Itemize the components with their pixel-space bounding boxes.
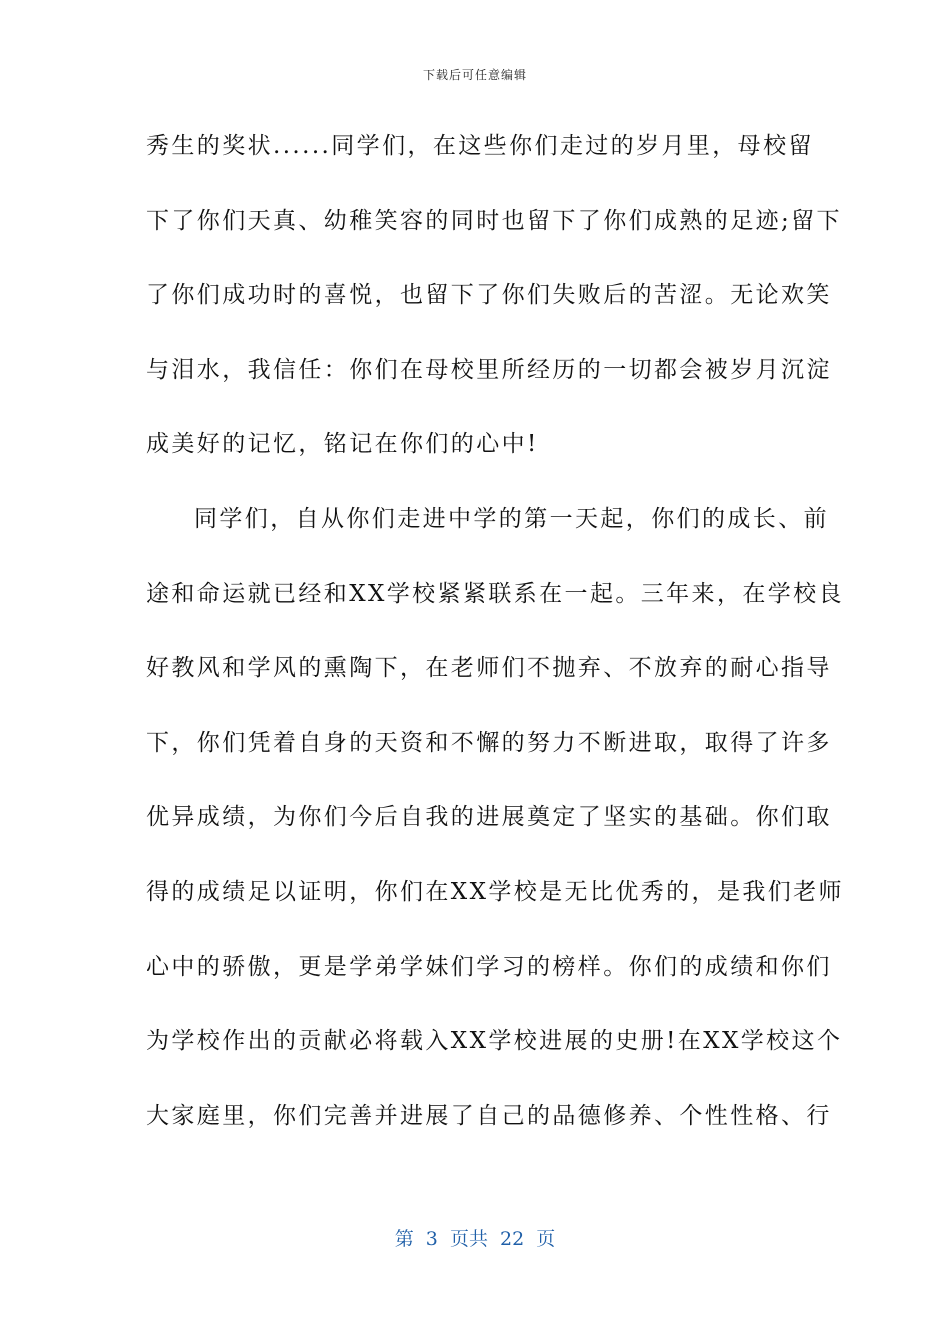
paragraph-start-line: 同学们，自从你们走进中学的第一天起，你们的成长、前 [194,505,829,532]
text-line-5: 成美好的记忆，铭记在你们的心中! [146,431,539,458]
body-text [146,120,844,1164]
text-line-1: 秀生的奖状......同学们，在这些你们走过的岁月里，母校留 [146,133,814,159]
page-header: 下载后可任意编辑 [422,68,527,82]
text-line-3: 了你们成功时的喜悦，也留下了你们失败后的苦涩。无论欢笑 [146,282,832,309]
text-line-4: 与泪水，我信任：你们在母校里所经历的一切都会被岁月沉淀 [146,356,832,383]
text-line-13: 为学校作出的贡献必将载入XX学校进展的史册!在XX学校这个 [146,1028,843,1055]
text-line-8: 好教风和学风的熏陶下，在老师们不抛弃、不放弃的耐心指导 [146,655,832,682]
text-line-12: 心中的骄傲，更是学弟学妹们学习的榜样。你们的成绩和你们 [146,953,832,980]
text-line-2: 下了你们天真、幼稚笑容的同时也留下了你们成熟的足迹;留下 [146,207,842,234]
text-line-10: 优异成绩，为你们今后自我的进展奠定了坚实的基础。你们取 [146,804,832,831]
text-line-9: 下，你们凭着自身的天资和不懈的努力不断进取，取得了许多 [146,729,832,756]
text-line-11: 得的成绩足以证明，你们在XX学校是无比优秀的，是我们老师 [146,878,844,905]
page-number-footer: 第 3 页共 22 页 [394,1228,556,1250]
text-line-7: 途和命运就已经和XX学校紧紧联系在一起。三年来，在学校良 [146,580,844,607]
text-line-14: 大家庭里，你们完善并进展了自己的品德修养、个性性格、行 [146,1102,832,1129]
